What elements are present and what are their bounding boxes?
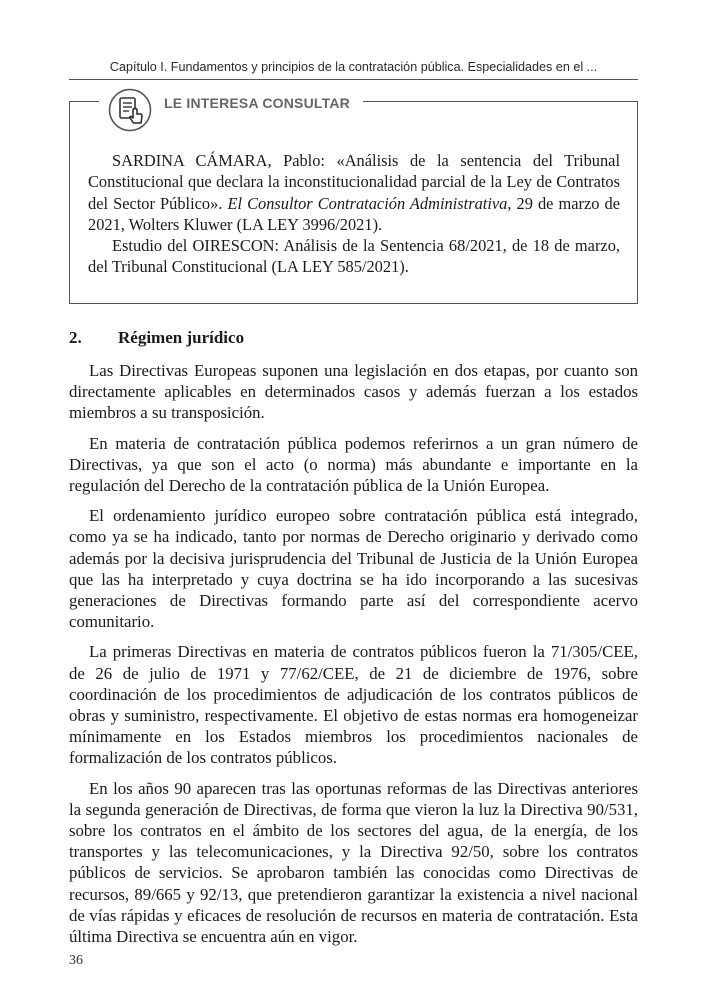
section-title: Régimen jurídico — [118, 328, 245, 347]
callout-reference-2: Estudio del OIRESCON: Análisis de la Sentencia 68/2021, de 18 de marzo, del Tribunal Constitucional (LA LEY 585/2021). — [88, 236, 620, 277]
callout-title: LE INTERESA CONSULTAR — [164, 95, 350, 111]
page-number: 36 — [69, 953, 83, 968]
running-header: Capítulo I. Fundamentos y principios de la contratación pública. Especialidades en el ... — [109, 60, 598, 74]
callout-border-left — [69, 101, 99, 102]
paragraph: La primeras Directivas en materia de contratos públicos fueron la 71/305/CEE, de 26 de julio de 1971 y 77/62/CEE, de 21 de diciembre de 1976, sobre coordinación de los procedimientos de adjudicación de los contratos públicos de obras y suministro, respectivamente. El objetivo de estas normas era homogeneizar mínimamente en los Estados miembros los procedimientos nacionales de formalización de los contratos públicos. — [69, 642, 638, 768]
paragraph: En los años 90 aparecen tras las oportunas reformas de las Directivas anteriores la segunda generación de Directivas, de forma que vieron la luz la Directiva 90/531, sobre los contratos en el ámbito de los sectores del agua, de la energía, de los transportes y las telecomunicaciones, y la Directiva 92/50, sobre los contratos públicos de servicios. Se aprobaron también las conocidas como Directivas de recursos, 89/665 y 92/13, que pretendieron garantizar la existencia a nivel nacional de vías rápidas y eficaces de resolución de recursos en materia de contratación. Esta última Directiva se encuentra aún en vigor. — [69, 778, 638, 947]
callout-reference-1 — [88, 150, 620, 236]
header-rule — [69, 79, 638, 80]
section-number: 2. — [69, 328, 82, 347]
callout-border-right — [363, 101, 638, 102]
document-pointing-hand-icon — [108, 88, 152, 132]
paragraph: Las Directivas Europeas suponen una legislación en dos etapas, por cuanto son directamente aplicables en determinados casos y además fuerzan a los estados miembros a su transposición. — [69, 361, 638, 423]
section-heading — [69, 328, 244, 348]
paragraph: El ordenamiento jurídico europeo sobre contratación pública está integrado, como ya se ha indicado, tanto por normas de Derecho originario y derivado como además por la decisiva jurisprudencia del Tribunal de Justicia de la Unión Europea que las ha interpretado y cuya doctrina se ha ido incorporando a las sucesivas generaciones de Directivas formando parte así del correspondiente acervo comunitario. — [69, 506, 638, 632]
reference-1-details: , 29 de marzo de 2021, Wolters Kluwer (LA LEY 3996/2021). — [88, 193, 620, 235]
paragraph: En materia de contratación pública podemos referirnos a un gran número de Directivas, ya que son el acto (o norma) más abundante e importante en la regulación del Derecho de la contratación pública de la Unión Europea. — [69, 433, 638, 496]
reference-1-text: SARDINA CÁMARA, Pablo: «Análisis de la sentencia del Tribunal Constitucional que declara la inconstitucionalidad parcial de la Ley de Contratos del Sector Público». — [88, 151, 620, 213]
reference-1-publication: El Consultor Contratación Administrativa — [227, 193, 508, 213]
body-text — [69, 360, 638, 956]
